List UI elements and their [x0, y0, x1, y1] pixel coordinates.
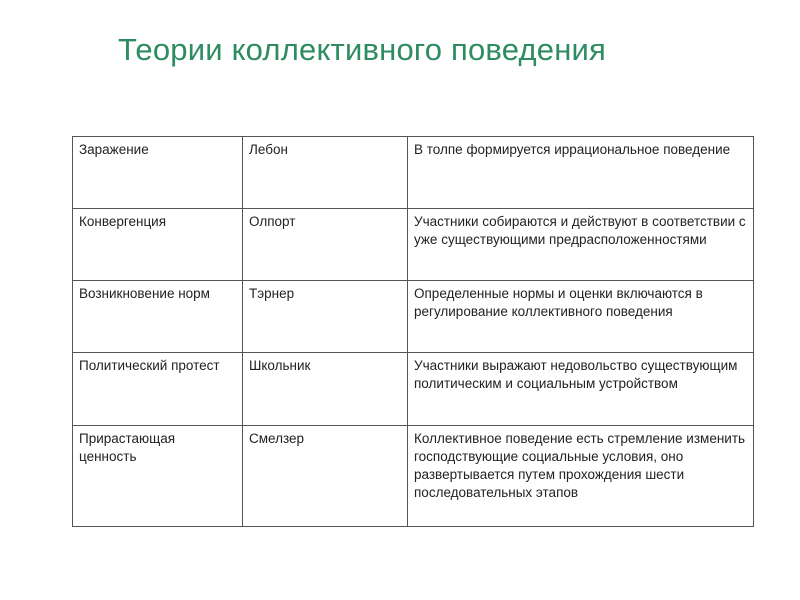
- theory-cell: Прирастающая ценность: [73, 426, 243, 527]
- table-row: [73, 426, 754, 527]
- table-row: [73, 281, 754, 353]
- author-cell: Школьник: [243, 353, 408, 426]
- page-title: Теории коллективного поведения: [118, 32, 607, 67]
- table-row: [73, 353, 754, 426]
- author-cell: Олпорт: [243, 209, 408, 281]
- author-cell: Смелзер: [243, 426, 408, 527]
- description-cell: В толпе формируется иррациональное поведение: [408, 137, 754, 209]
- theories-table: [72, 136, 754, 527]
- description-cell: Участники собираются и действуют в соответствии с уже существующими предрасположенностями: [408, 209, 754, 281]
- theory-cell: Заражение: [73, 137, 243, 209]
- author-cell: Лебон: [243, 137, 408, 209]
- table-row: [73, 209, 754, 281]
- author-cell: Тэрнер: [243, 281, 408, 353]
- table-row: [73, 137, 754, 209]
- description-cell: Определенные нормы и оценки включаются в регулирование коллективного поведения: [408, 281, 754, 353]
- theory-cell: Политический протест: [73, 353, 243, 426]
- description-cell: Коллективное поведение есть стремление изменить господствующие социальные условия, оно развертывается путем прохождения шести последовательных этапов: [408, 426, 754, 527]
- theory-cell: Возникновение норм: [73, 281, 243, 353]
- theory-cell: Конвергенция: [73, 209, 243, 281]
- description-cell: Участники выражают недовольство существующим политическим и социальным устройством: [408, 353, 754, 426]
